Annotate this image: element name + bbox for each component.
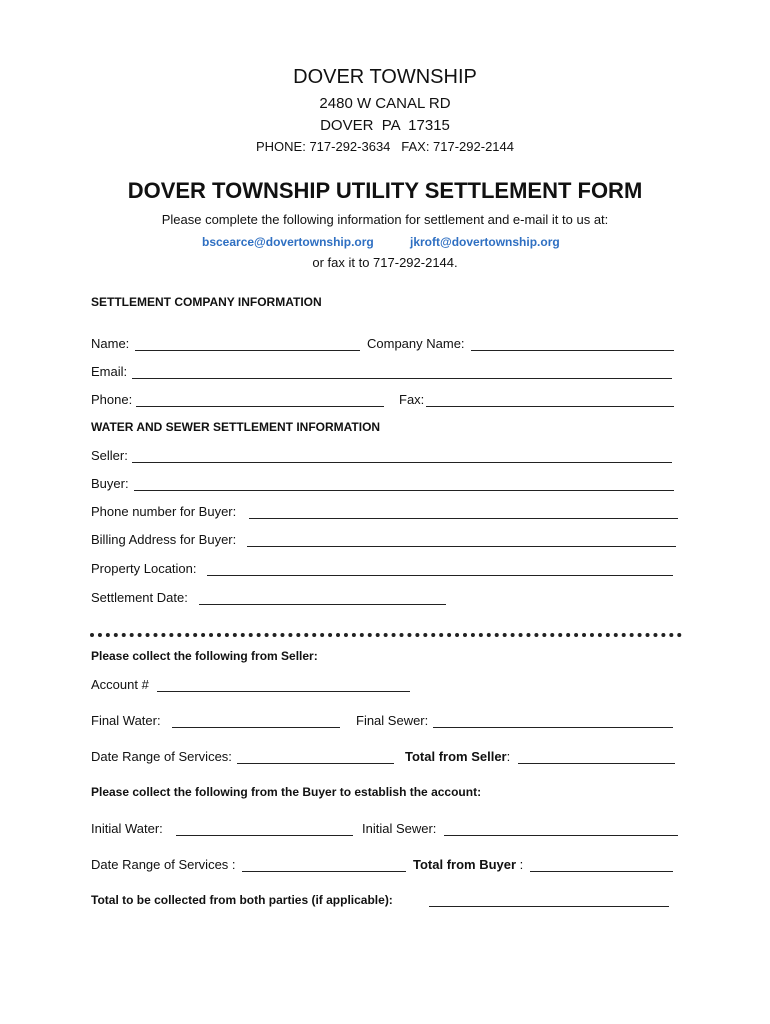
water-sewer-heading: WATER AND SEWER SETTLEMENT INFORMATION <box>91 420 381 434</box>
email-field[interactable] <box>132 378 672 379</box>
settlement-date-label: Settlement Date: <box>91 590 188 605</box>
initial-sewer-field[interactable] <box>444 835 678 836</box>
instruction-text: Please complete the following information for settlement and e-mail it to us at: <box>161 212 609 227</box>
org-name: DOVER TOWNSHIP <box>293 66 477 88</box>
property-location-label: Property Location: <box>91 561 197 576</box>
billing-address-field[interactable] <box>247 546 676 547</box>
final-sewer-field[interactable] <box>433 727 673 728</box>
buyer-phone-label: Phone number for Buyer: <box>91 504 237 519</box>
buyer-field[interactable] <box>134 490 674 491</box>
final-sewer-label: Final Sewer: <box>356 713 429 728</box>
seller-label: Seller: <box>91 448 128 463</box>
buyer-collect-heading: Please collect the following from the Buyer to establish the account: <box>91 785 482 799</box>
company-name-field[interactable] <box>471 350 674 351</box>
seller-date-range-label: Date Range of Services: <box>91 749 232 764</box>
total-from-buyer-colon: : <box>516 857 524 872</box>
seller-date-range-field[interactable] <box>237 763 394 764</box>
initial-sewer-label: Initial Sewer: <box>362 821 437 836</box>
grand-total-label: Total to be collected from both parties (if applicable): <box>91 893 393 907</box>
total-from-buyer-text: Total from Buyer <box>413 857 517 872</box>
account-label: Account # <box>91 677 149 692</box>
company-name-label: Company Name: <box>367 336 465 351</box>
buyer-label: Buyer: <box>91 476 129 491</box>
fax-field[interactable] <box>426 406 674 407</box>
billing-address-label: Billing Address for Buyer: <box>91 532 237 547</box>
final-water-label: Final Water: <box>91 713 161 728</box>
email-link-jkroft[interactable]: jkroft@dovertownship.org <box>410 235 560 249</box>
final-water-field[interactable] <box>172 727 340 728</box>
total-from-buyer-label <box>413 857 523 872</box>
seller-collect-heading: Please collect the following from Seller: <box>91 649 318 663</box>
settlement-company-heading: SETTLEMENT COMPANY INFORMATION <box>91 295 322 309</box>
initial-water-label: Initial Water: <box>91 821 163 836</box>
total-from-seller-field[interactable] <box>518 763 675 764</box>
property-location-field[interactable] <box>207 575 673 576</box>
email-link-bscearce[interactable]: bscearce@dovertownship.org <box>202 235 374 249</box>
total-from-seller-colon: : <box>506 749 511 764</box>
initial-water-field[interactable] <box>176 835 353 836</box>
address-line-2: DOVER PA 17315 <box>320 117 450 134</box>
buyer-phone-field[interactable] <box>249 518 678 519</box>
contact-info: PHONE: 717-292-3634 FAX: 717-292-2144 <box>256 139 514 154</box>
form-title: DOVER TOWNSHIP UTILITY SETTLEMENT FORM <box>127 178 643 203</box>
grand-total-field[interactable] <box>429 906 669 907</box>
account-field[interactable] <box>157 691 410 692</box>
settlement-date-field[interactable] <box>199 604 446 605</box>
buyer-date-range-field[interactable] <box>242 871 406 872</box>
phone-field[interactable] <box>136 406 384 407</box>
seller-field[interactable] <box>132 462 672 463</box>
fax-note: or fax it to 717-292-2144. <box>312 255 458 270</box>
total-from-seller-label <box>405 749 510 764</box>
name-field[interactable] <box>135 350 360 351</box>
total-from-seller-text: Total from Seller <box>405 749 507 764</box>
phone-label: Phone: <box>91 392 133 407</box>
total-from-buyer-field[interactable] <box>530 871 673 872</box>
email-label: Email: <box>91 364 128 379</box>
name-label: Name: <box>91 336 130 351</box>
address-line-1: 2480 W CANAL RD <box>319 95 451 112</box>
buyer-date-range-label: Date Range of Services : <box>91 857 236 872</box>
fax-label: Fax: <box>399 392 425 407</box>
dotted-divider <box>90 633 682 637</box>
